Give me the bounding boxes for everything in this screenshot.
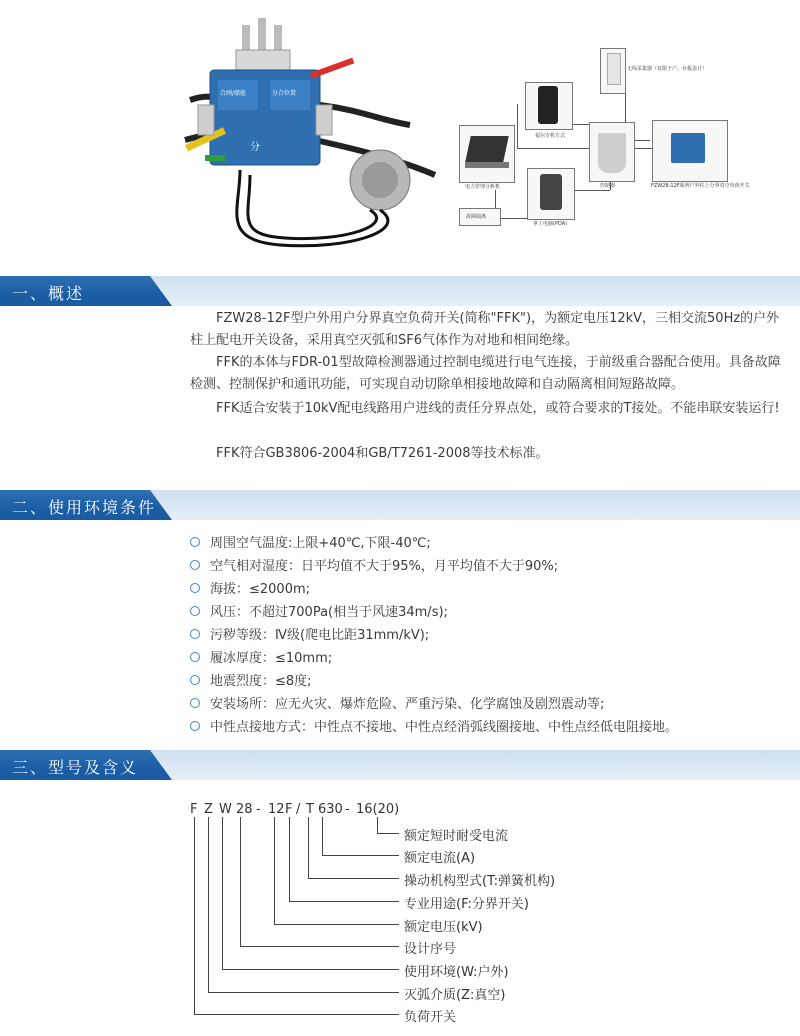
- condition-text: 安装场所：应无火灾、爆炸危险、严重污染、化学腐蚀及剧烈震动等;: [210, 697, 605, 712]
- code-segment: -: [256, 802, 261, 817]
- condition-text: 污秽等级：Ⅳ级(爬电比距31mm/kV);: [210, 628, 430, 643]
- model-title: 三、型号及含义: [12, 758, 139, 777]
- phone-node: [525, 82, 573, 130]
- code-segment: 12: [268, 802, 285, 817]
- code-segment: F: [190, 802, 198, 817]
- code-segment: W: [219, 802, 232, 817]
- bullet-icon: [190, 560, 200, 570]
- collector-node: [600, 48, 626, 94]
- overview-title: 一、概述: [12, 284, 85, 303]
- meaning-rated-current: 额定电流(A): [404, 851, 476, 866]
- condition-text: 履冰厚度：≤10mm;: [210, 651, 333, 666]
- list-item: [190, 622, 790, 645]
- condition-text: 中性点接地方式：中性点不接地、中性点经消弧线圈接地、中性点经低电阻接地。: [210, 720, 679, 735]
- meaning-environment: 使用环境(W:户外): [404, 965, 509, 980]
- condition-text: 风压：不超过700Pa(相当于风速34m/s);: [210, 605, 448, 620]
- bullet-icon: [190, 721, 200, 731]
- bullet-icon: [190, 537, 200, 547]
- model-header: [0, 750, 800, 780]
- controller-node: [589, 122, 635, 182]
- phone-label: 福尔专机方式: [535, 133, 566, 139]
- conditions-list: [190, 530, 790, 737]
- condition-text: 海拔：≤2000m;: [210, 582, 311, 597]
- list-item: [190, 714, 790, 737]
- meaning-arc-medium: 灭弧介质(Z:真空): [404, 988, 506, 1003]
- code-segment: /: [296, 802, 301, 817]
- conditions-header: [0, 490, 800, 520]
- list-item: [190, 553, 790, 576]
- computer-label: 电力管理分析机: [465, 184, 501, 190]
- bullet-icon: [190, 583, 200, 593]
- computer-node: [459, 125, 515, 183]
- list-item: [190, 530, 790, 553]
- fb-label: 故障隔离: [466, 214, 487, 220]
- bullet-icon: [190, 698, 200, 708]
- code-segment: 16(20): [356, 802, 400, 817]
- fb-node: [459, 208, 501, 226]
- meaning-purpose: 专业用途(F:分界开关): [404, 897, 529, 912]
- overview-paragraph-1: FZW28-12F型户外用户分界真空负荷开关(简称"FFK")，为额定电压12kV，三相交流50Hz的户外柱上配电开关设备，采用真空灭弧和SF6气体作为对地和相间绝缘。: [190, 311, 780, 348]
- hero-area: [0, 0, 800, 270]
- bullet-icon: [190, 629, 200, 639]
- system-diagram: [455, 40, 800, 240]
- code-segment: -: [345, 802, 350, 817]
- overview-paragraph-2: FFK的本体与FDR-01型故障检测器通过控制电缆进行电气连接，于前级重合器配合使用。具备故障检测、控制保护和通讯功能，可实现自动切除单相接地故障和自动隔离相间短路故障。: [190, 355, 781, 392]
- condition-text: 周围空气温度:上限+40℃,下限-40℃;: [210, 536, 431, 551]
- overview-header: [0, 276, 800, 306]
- list-item: [190, 576, 790, 599]
- list-item: [190, 645, 790, 668]
- overview-paragraph-3: FFK适合安装于10kV配电线路用户进线的责任分界点处，或符合要求的T接处。不能串联安装运行!: [216, 401, 780, 416]
- overview-paragraph-4: FFK符合GB3806-2004和GB/T7261-2008等技术标准。: [216, 446, 549, 461]
- list-item: [190, 691, 790, 714]
- code-segment: 28: [236, 802, 253, 817]
- code-segment: 630: [318, 802, 343, 817]
- meaning-design-number: 设计序号: [404, 942, 457, 957]
- switch-product-image: [180, 10, 450, 260]
- switch-node: [652, 120, 728, 182]
- list-item: [190, 599, 790, 622]
- condition-text: 地震烈度：≤8度;: [210, 674, 312, 689]
- tag-left: 合闸/储能: [220, 90, 247, 97]
- condition-text: 空气相对湿度：日平均值不大于95%，月平均值不大于90%;: [210, 559, 559, 574]
- meaning-load-switch: 负荷开关: [404, 1010, 457, 1025]
- pda-node: [527, 168, 575, 220]
- pda-label: 掌上电脑(PDA): [533, 221, 568, 227]
- bullet-icon: [190, 652, 200, 662]
- code-segment: Z: [204, 802, 213, 817]
- meaning-short-time-current: 额定短时耐受电流: [404, 829, 509, 844]
- list-item: [190, 668, 790, 691]
- switch-label: FZW28-12F系列户外柱上分界真空负荷开关: [651, 183, 750, 189]
- collector-label: 无线采集器（仅限于户、台板表计）: [627, 66, 708, 72]
- bullet-icon: [190, 675, 200, 685]
- conditions-title: 二、使用环境条件: [12, 498, 157, 517]
- code-segment: F: [285, 802, 293, 817]
- meaning-rated-voltage: 额定电压(kV): [404, 920, 483, 935]
- meaning-operating-mechanism: 操动机构型式(T:弹簧机构): [404, 874, 556, 889]
- tag-fen: 分: [250, 142, 260, 153]
- tag-right: 分合位置: [272, 90, 297, 97]
- code-segment: T: [306, 802, 314, 817]
- controller-label: 控制器: [600, 183, 616, 189]
- bullet-icon: [190, 606, 200, 616]
